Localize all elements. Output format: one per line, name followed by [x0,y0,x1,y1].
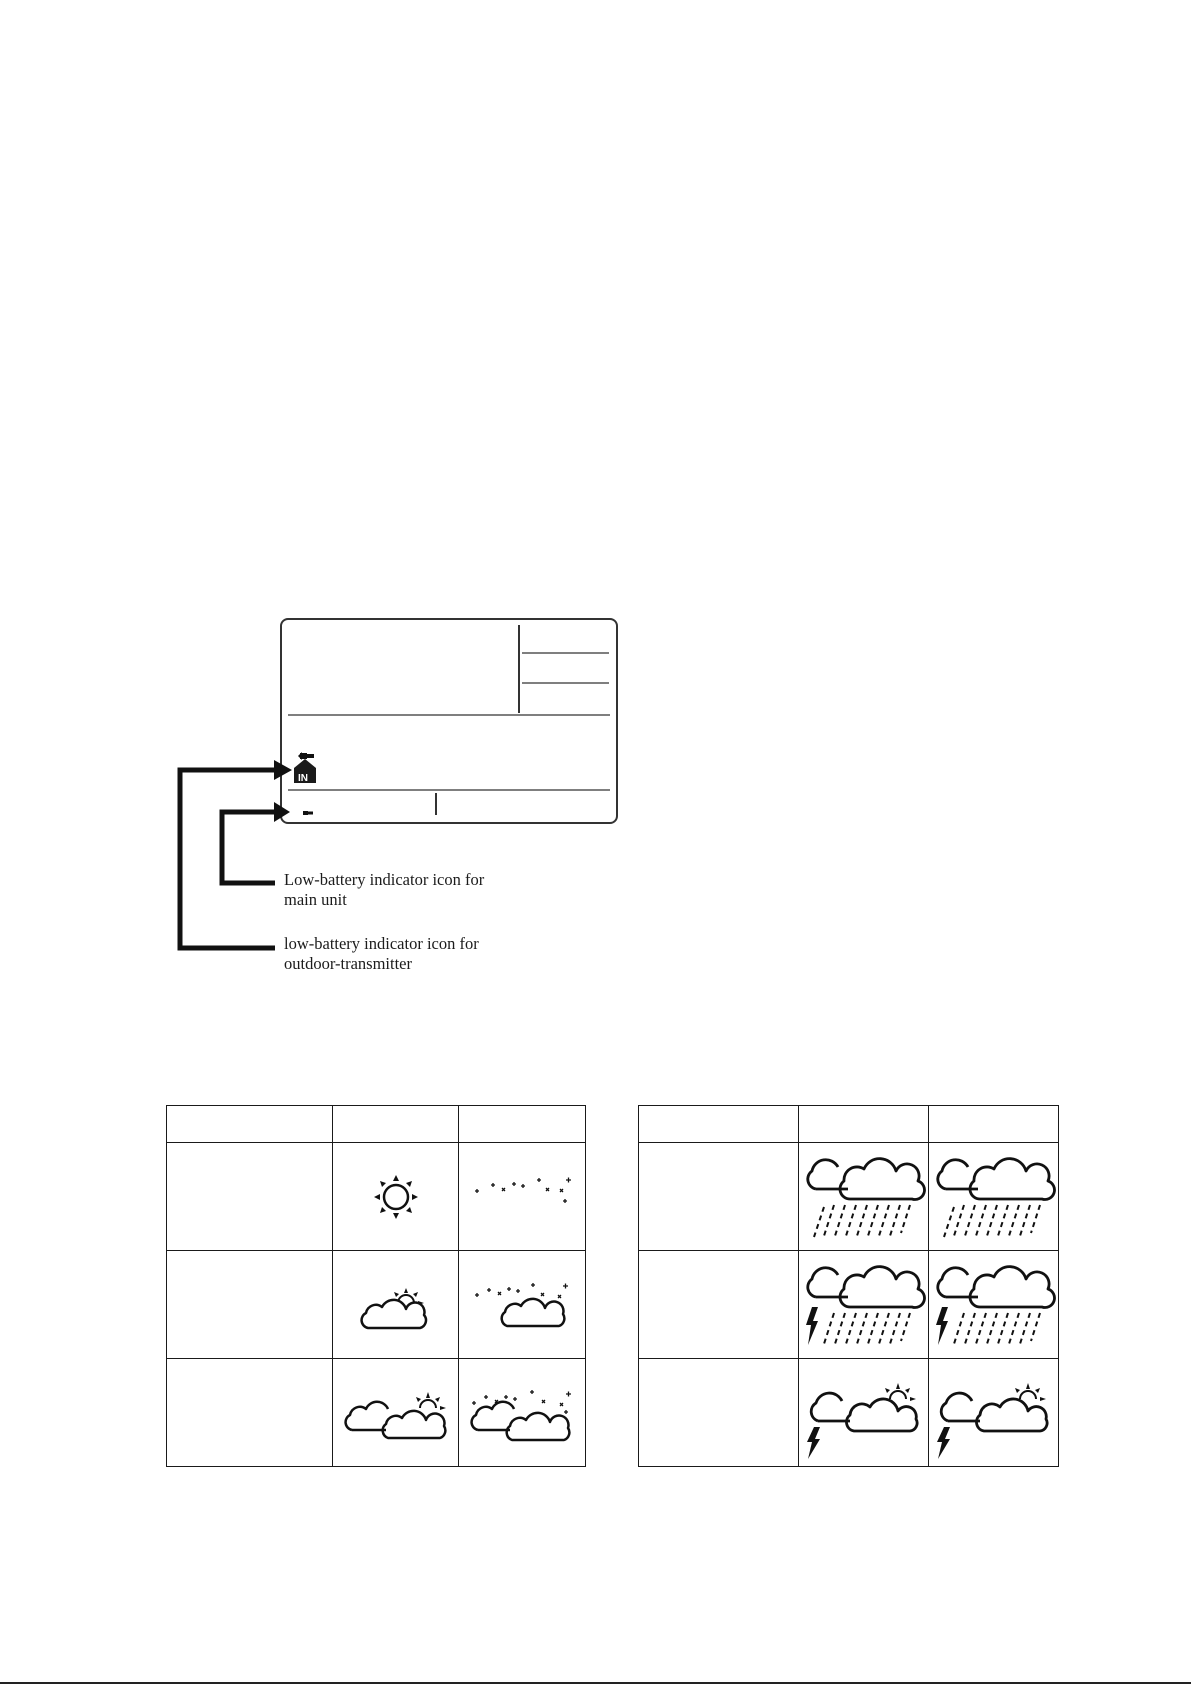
header-cell [799,1106,929,1143]
cloud-with-rain-icon [932,1149,1056,1245]
arrow-head-outdoor [274,760,292,780]
night-icon-cell [459,1143,586,1251]
table-row [167,1143,586,1251]
label-main-unit: Low-battery indicator icon for main unit [284,870,485,909]
night-icon-cell [929,1359,1059,1467]
day-icon-cell [333,1143,459,1251]
table-row [639,1251,1059,1359]
description-cell [167,1143,333,1251]
description-cell [167,1251,333,1359]
header-cell [333,1106,459,1143]
header-cell [929,1106,1059,1143]
callout-line-outdoor [180,770,275,948]
night-icon-cell [929,1251,1059,1359]
day-icon-cell [799,1143,929,1251]
cloud-with-sun-and-lightning-icon [802,1365,926,1461]
cloud-with-sun-icon [348,1270,444,1340]
day-icon-cell [799,1251,929,1359]
description-cell [639,1359,799,1467]
night-icon-cell [459,1251,586,1359]
two-clouds-with-stars-icon [464,1378,580,1448]
table-row [639,1359,1059,1467]
cloud-with-sun-and-lightning-icon [932,1365,1056,1461]
weather-icon-table-right [638,1105,1059,1467]
description-cell [167,1359,333,1467]
table-row [639,1143,1059,1251]
weather-icon-table-left [166,1105,586,1467]
callout-line-main-unit [222,812,275,883]
night-icon-cell [929,1143,1059,1251]
battery-icon-outdoor [298,752,314,760]
header-cell [167,1106,333,1143]
cloud-with-rain-and-lightning-icon [932,1257,1056,1353]
day-icon-cell [333,1251,459,1359]
description-cell [639,1143,799,1251]
page-bottom-rule [0,1682,1191,1684]
day-icon-cell [799,1359,929,1467]
header-cell [639,1106,799,1143]
sun-icon [361,1162,431,1232]
cloud-with-stars-icon [467,1270,577,1340]
label-outdoor-transmitter: low-battery indicator icon for outdoor-transmitter [284,934,479,973]
stars-icon [467,1162,577,1232]
header-cell [459,1106,586,1143]
cloud-with-rain-icon [802,1149,926,1245]
table-row [167,1359,586,1467]
table-header-row [167,1106,586,1143]
lcd-frame [281,619,617,823]
night-icon-cell [459,1359,586,1467]
in-badge-text: IN [298,773,308,784]
two-clouds-with-sun-icon [338,1378,454,1448]
cloud-with-rain-and-lightning-icon [802,1257,926,1353]
day-icon-cell [333,1359,459,1467]
table-row [167,1251,586,1359]
description-cell [639,1251,799,1359]
battery-icon-main-unit [303,811,313,815]
table-header-row [639,1106,1059,1143]
